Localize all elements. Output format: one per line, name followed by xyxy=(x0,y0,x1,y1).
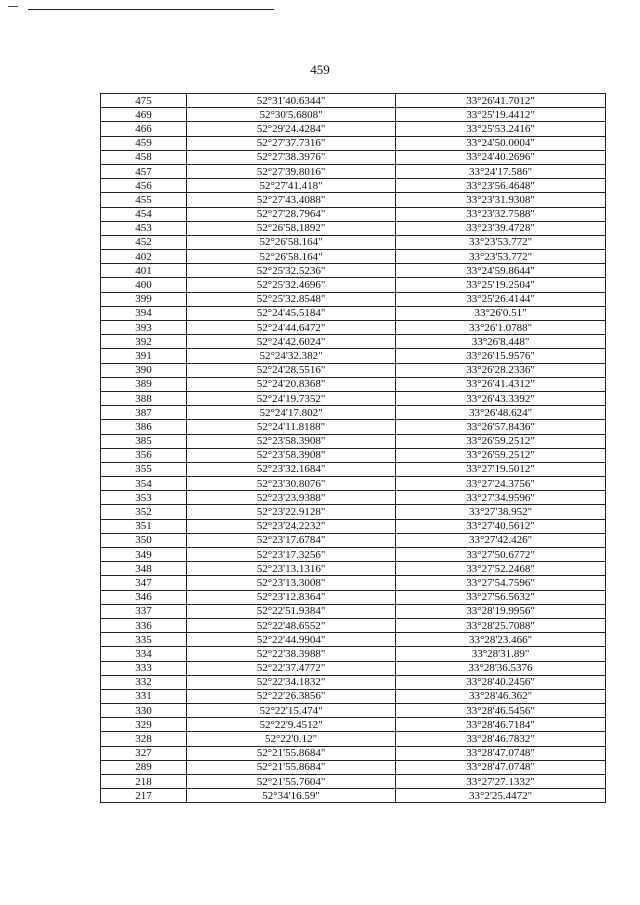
latitude-cell: 52°23'23.9388" xyxy=(187,491,396,505)
table-row xyxy=(101,377,606,391)
latitude-cell: 52°27'28.7964" xyxy=(187,207,396,221)
longitude-cell: 33°26'1.0788" xyxy=(396,321,606,335)
longitude-cell: 33°27'42.426" xyxy=(396,533,606,547)
point-number-cell: 351 xyxy=(101,519,187,533)
latitude-cell: 52°26'58.1892" xyxy=(187,221,396,235)
table-row xyxy=(101,533,606,547)
longitude-cell: 33°24'59.8644" xyxy=(396,264,606,278)
point-number-cell: 458 xyxy=(101,150,187,164)
latitude-cell: 52°25'32.4696" xyxy=(187,278,396,292)
table-row xyxy=(101,505,606,519)
latitude-cell: 52°31'40.6344" xyxy=(187,94,396,108)
latitude-cell: 52°29'24.4284" xyxy=(187,122,396,136)
longitude-cell: 33°28'46.362" xyxy=(396,689,606,703)
latitude-cell: 52°23'32.1684" xyxy=(187,462,396,476)
longitude-cell: 33°28'19.9956" xyxy=(396,604,606,618)
point-number-cell: 332 xyxy=(101,675,187,689)
table-row xyxy=(101,420,606,434)
latitude-cell: 52°21'55.8684" xyxy=(187,746,396,760)
latitude-cell: 52°24'45.5184" xyxy=(187,306,396,320)
longitude-cell: 33°28'46.7184" xyxy=(396,718,606,732)
latitude-cell: 52°26'58.164" xyxy=(187,250,396,264)
table-row xyxy=(101,689,606,703)
table-row xyxy=(101,604,606,618)
longitude-cell: 33°28'25.7088" xyxy=(396,618,606,632)
point-number-cell: 217 xyxy=(101,789,187,803)
point-number-cell: 389 xyxy=(101,377,187,391)
point-number-cell: 386 xyxy=(101,420,187,434)
longitude-cell: 33°27'56.5632" xyxy=(396,590,606,604)
longitude-cell: 33°25'26.4144" xyxy=(396,292,606,306)
longitude-cell: 33°24'50.0004" xyxy=(396,136,606,150)
point-number-cell: 387 xyxy=(101,406,187,420)
table-row xyxy=(101,775,606,789)
latitude-cell: 52°23'22.9128" xyxy=(187,505,396,519)
point-number-cell: 346 xyxy=(101,590,187,604)
longitude-cell: 33°26'59.2512" xyxy=(396,434,606,448)
latitude-cell: 52°30'5.6808" xyxy=(187,108,396,122)
table-row xyxy=(101,179,606,193)
point-number-cell: 452 xyxy=(101,235,187,249)
coordinates-table xyxy=(100,93,606,803)
longitude-cell: 33°23'53.772" xyxy=(396,235,606,249)
latitude-cell: 52°24'20.8368" xyxy=(187,377,396,391)
latitude-cell: 52°25'32.8548" xyxy=(187,292,396,306)
latitude-cell: 52°23'24.2232" xyxy=(187,519,396,533)
point-number-cell: 328 xyxy=(101,732,187,746)
table-row xyxy=(101,250,606,264)
longitude-cell: 33°23'32.7588" xyxy=(396,207,606,221)
table-row xyxy=(101,576,606,590)
table-row xyxy=(101,264,606,278)
longitude-cell: 33°27'24.3756" xyxy=(396,477,606,491)
point-number-cell: 336 xyxy=(101,618,187,632)
longitude-cell: 33°28'46.5456" xyxy=(396,704,606,718)
point-number-cell: 335 xyxy=(101,633,187,647)
latitude-cell: 52°24'11.8188" xyxy=(187,420,396,434)
header-rule xyxy=(28,9,274,10)
latitude-cell: 52°23'58.3908" xyxy=(187,448,396,462)
point-number-cell: 348 xyxy=(101,562,187,576)
point-number-cell: 457 xyxy=(101,164,187,178)
point-number-cell: 393 xyxy=(101,321,187,335)
point-number-cell: 337 xyxy=(101,604,187,618)
longitude-cell: 33°27'54.7596" xyxy=(396,576,606,590)
table-row xyxy=(101,391,606,405)
latitude-cell: 52°24'42.6024" xyxy=(187,335,396,349)
table-row xyxy=(101,675,606,689)
page-number: 459 xyxy=(310,62,330,77)
longitude-cell: 33°26'41.4312" xyxy=(396,377,606,391)
table-row xyxy=(101,278,606,292)
point-number-cell: 333 xyxy=(101,661,187,675)
point-number-cell: 455 xyxy=(101,193,187,207)
longitude-cell: 33°28'46.7832" xyxy=(396,732,606,746)
table-row xyxy=(101,207,606,221)
point-number-cell: 354 xyxy=(101,477,187,491)
latitude-cell: 52°22'15.474" xyxy=(187,704,396,718)
longitude-cell: 33°26'48.624" xyxy=(396,406,606,420)
point-number-cell: 459 xyxy=(101,136,187,150)
longitude-cell: 33°28'23.466" xyxy=(396,633,606,647)
table-body xyxy=(101,94,606,803)
longitude-cell: 33°26'0.51" xyxy=(396,306,606,320)
table-row xyxy=(101,108,606,122)
point-number-cell: 453 xyxy=(101,221,187,235)
longitude-cell: 33°28'36.5376 xyxy=(396,661,606,675)
point-number-cell: 349 xyxy=(101,548,187,562)
table-row xyxy=(101,136,606,150)
corner-mark xyxy=(8,6,18,7)
point-number-cell: 454 xyxy=(101,207,187,221)
table-row xyxy=(101,235,606,249)
latitude-cell: 52°22'37.4772" xyxy=(187,661,396,675)
latitude-cell: 52°24'32.382" xyxy=(187,349,396,363)
point-number-cell: 390 xyxy=(101,363,187,377)
latitude-cell: 52°27'43.4088" xyxy=(187,193,396,207)
point-number-cell: 330 xyxy=(101,704,187,718)
longitude-cell: 33°25'19.2504" xyxy=(396,278,606,292)
table-row xyxy=(101,590,606,604)
longitude-cell: 33°28'31.89" xyxy=(396,647,606,661)
longitude-cell: 33°26'57.8436" xyxy=(396,420,606,434)
latitude-cell: 52°22'9.4512" xyxy=(187,718,396,732)
point-number-cell: 402 xyxy=(101,250,187,264)
longitude-cell: 33°27'27.1332" xyxy=(396,775,606,789)
point-number-cell: 355 xyxy=(101,462,187,476)
longitude-cell: 33°23'56.4648" xyxy=(396,179,606,193)
latitude-cell: 52°22'0.12" xyxy=(187,732,396,746)
table-row xyxy=(101,704,606,718)
longitude-cell: 33°28'47.0748" xyxy=(396,760,606,774)
table-row xyxy=(101,448,606,462)
longitude-cell: 33°27'40.5612" xyxy=(396,519,606,533)
latitude-cell: 52°27'38.3976" xyxy=(187,150,396,164)
point-number-cell: 352 xyxy=(101,505,187,519)
table-row xyxy=(101,122,606,136)
table-row xyxy=(101,335,606,349)
point-number-cell: 394 xyxy=(101,306,187,320)
longitude-cell: 33°28'40.2456" xyxy=(396,675,606,689)
point-number-cell: 391 xyxy=(101,349,187,363)
latitude-cell: 52°23'58.3908" xyxy=(187,434,396,448)
point-number-cell: 475 xyxy=(101,94,187,108)
latitude-cell: 52°22'26.3856" xyxy=(187,689,396,703)
latitude-cell: 52°23'13.1316" xyxy=(187,562,396,576)
table-row xyxy=(101,306,606,320)
table-row xyxy=(101,150,606,164)
latitude-cell: 52°21'55.7604" xyxy=(187,775,396,789)
point-number-cell: 350 xyxy=(101,533,187,547)
table-row xyxy=(101,760,606,774)
table-row xyxy=(101,321,606,335)
table-row xyxy=(101,462,606,476)
longitude-cell: 33°27'34.9596" xyxy=(396,491,606,505)
latitude-cell: 52°24'17.802" xyxy=(187,406,396,420)
point-number-cell: 400 xyxy=(101,278,187,292)
longitude-cell: 33°24'17.586" xyxy=(396,164,606,178)
table-row xyxy=(101,633,606,647)
table-row xyxy=(101,221,606,235)
point-number-cell: 289 xyxy=(101,760,187,774)
longitude-cell: 33°26'59.2512" xyxy=(396,448,606,462)
latitude-cell: 52°23'30.8076" xyxy=(187,477,396,491)
latitude-cell: 52°22'48.6552" xyxy=(187,618,396,632)
longitude-cell: 33°27'19.5012" xyxy=(396,462,606,476)
point-number-cell: 334 xyxy=(101,647,187,661)
table-row xyxy=(101,292,606,306)
latitude-cell: 52°34'16.59" xyxy=(187,789,396,803)
point-number-cell: 401 xyxy=(101,264,187,278)
longitude-cell: 33°27'38.952" xyxy=(396,505,606,519)
latitude-cell: 52°24'44.6472" xyxy=(187,321,396,335)
table-row xyxy=(101,661,606,675)
table-row xyxy=(101,477,606,491)
table-row xyxy=(101,491,606,505)
longitude-cell: 33°26'15.9576" xyxy=(396,349,606,363)
table-row xyxy=(101,618,606,632)
latitude-cell: 52°22'34.1832" xyxy=(187,675,396,689)
point-number-cell: 347 xyxy=(101,576,187,590)
longitude-cell: 33°2'25.4472" xyxy=(396,789,606,803)
table-row xyxy=(101,519,606,533)
point-number-cell: 392 xyxy=(101,335,187,349)
longitude-cell: 33°26'41.7012" xyxy=(396,94,606,108)
table-row xyxy=(101,647,606,661)
point-number-cell: 329 xyxy=(101,718,187,732)
point-number-cell: 469 xyxy=(101,108,187,122)
point-number-cell: 399 xyxy=(101,292,187,306)
point-number-cell: 456 xyxy=(101,179,187,193)
latitude-cell: 52°27'39.8016" xyxy=(187,164,396,178)
table-row xyxy=(101,94,606,108)
point-number-cell: 331 xyxy=(101,689,187,703)
table-row xyxy=(101,718,606,732)
longitude-cell: 33°28'47.0748" xyxy=(396,746,606,760)
latitude-cell: 52°23'13.3008" xyxy=(187,576,396,590)
table-row xyxy=(101,732,606,746)
point-number-cell: 356 xyxy=(101,448,187,462)
latitude-cell: 52°21'55.8684" xyxy=(187,760,396,774)
latitude-cell: 52°22'44.9904" xyxy=(187,633,396,647)
table-row xyxy=(101,349,606,363)
table-row xyxy=(101,548,606,562)
longitude-cell: 33°23'53.772" xyxy=(396,250,606,264)
table-row xyxy=(101,789,606,803)
point-number-cell: 388 xyxy=(101,391,187,405)
point-number-cell: 466 xyxy=(101,122,187,136)
longitude-cell: 33°23'39.4728" xyxy=(396,221,606,235)
longitude-cell: 33°27'50.6772" xyxy=(396,548,606,562)
latitude-cell: 52°24'28.5516" xyxy=(187,363,396,377)
point-number-cell: 353 xyxy=(101,491,187,505)
latitude-cell: 52°26'58.164" xyxy=(187,235,396,249)
table-row xyxy=(101,562,606,576)
longitude-cell: 33°23'31.9308" xyxy=(396,193,606,207)
latitude-cell: 52°27'37.7316" xyxy=(187,136,396,150)
point-number-cell: 385 xyxy=(101,434,187,448)
longitude-cell: 33°26'8.448" xyxy=(396,335,606,349)
longitude-cell: 33°26'28.2336" xyxy=(396,363,606,377)
longitude-cell: 33°25'19.4412" xyxy=(396,108,606,122)
point-number-cell: 327 xyxy=(101,746,187,760)
longitude-cell: 33°26'43.3392" xyxy=(396,391,606,405)
latitude-cell: 52°23'12.8364" xyxy=(187,590,396,604)
latitude-cell: 52°25'32.5236" xyxy=(187,264,396,278)
latitude-cell: 52°23'17.3256" xyxy=(187,548,396,562)
latitude-cell: 52°22'38.3988" xyxy=(187,647,396,661)
longitude-cell: 33°25'53.2416" xyxy=(396,122,606,136)
longitude-cell: 33°27'52.2468" xyxy=(396,562,606,576)
longitude-cell: 33°24'40.2696" xyxy=(396,150,606,164)
table-row xyxy=(101,363,606,377)
table-row xyxy=(101,406,606,420)
latitude-cell: 52°22'51.9384" xyxy=(187,604,396,618)
table-row xyxy=(101,164,606,178)
table-row xyxy=(101,746,606,760)
point-number-cell: 218 xyxy=(101,775,187,789)
latitude-cell: 52°24'19.7352" xyxy=(187,391,396,405)
latitude-cell: 52°23'17.6784" xyxy=(187,533,396,547)
latitude-cell: 52°27'41.418" xyxy=(187,179,396,193)
table-row xyxy=(101,193,606,207)
table-row xyxy=(101,434,606,448)
